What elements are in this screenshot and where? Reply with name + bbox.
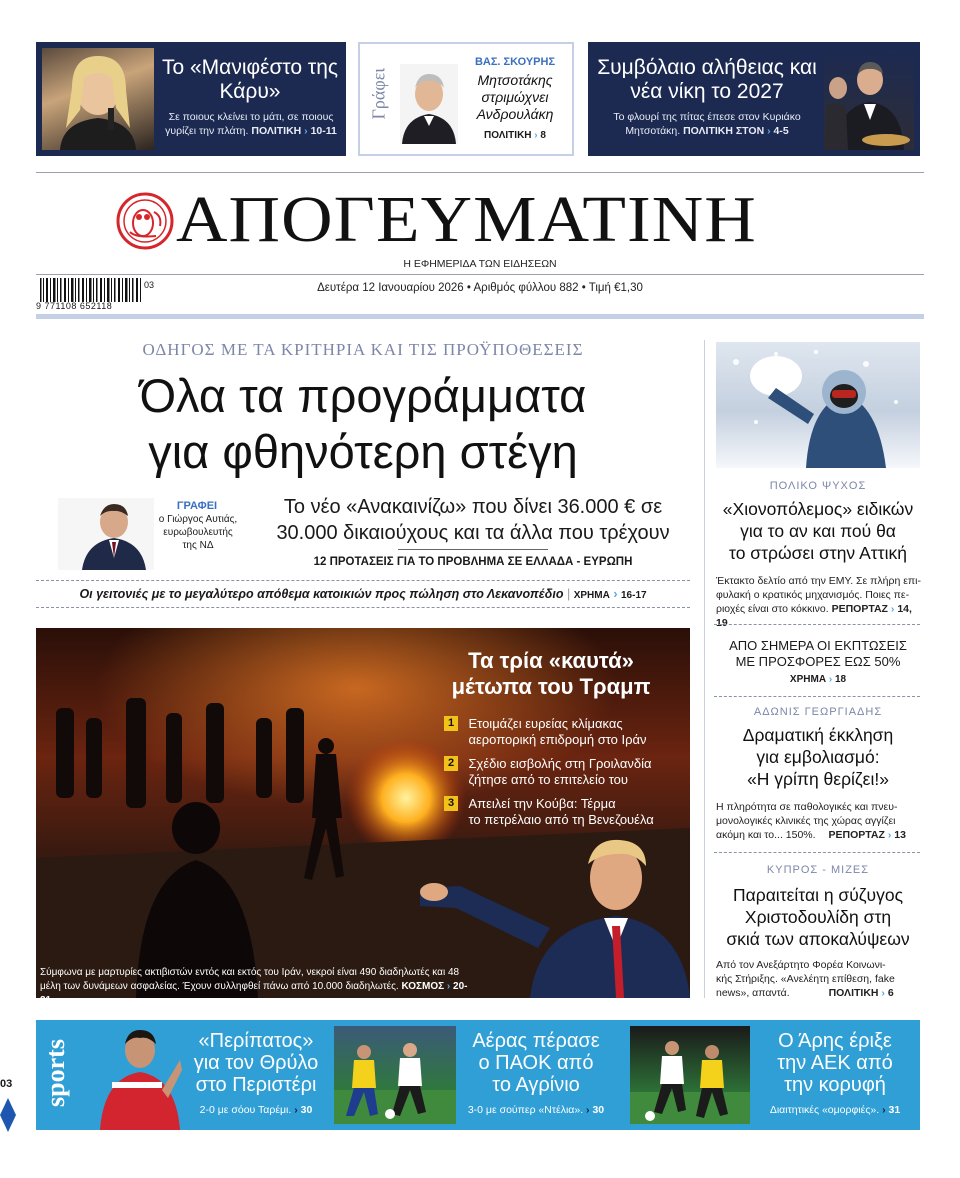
teaser-right[interactable] <box>588 42 920 156</box>
cyprus-body-3-wrap <box>716 986 922 1000</box>
chevron-right-icon: › <box>446 981 451 992</box>
teaser-center-photo <box>400 64 458 144</box>
snow-body-1: Έκτακτο δελτίο από την ΕΜΥ. Σε πλήρη επι- <box>716 575 921 587</box>
sports-photo-1 <box>92 1020 182 1130</box>
cyprus-headline-3: σκιά των αποκαλύψεων <box>726 929 910 949</box>
teaser-left-sub <box>160 110 342 138</box>
teaser-center-label: Γράφει <box>368 67 389 120</box>
chevron-right-icon: › <box>767 125 771 137</box>
teaser-right-pages: 4-5 <box>773 125 789 137</box>
masthead-blue-rule <box>36 314 924 319</box>
cyprus-body-3: news», απαντά. <box>716 987 790 999</box>
right-separator <box>714 624 920 625</box>
trump-item-3-line-1: Απειλεί την Κούβα: Τέρμα <box>468 796 616 811</box>
sales-ref-line <box>716 674 920 685</box>
sports-2-title-1: Αέρας πέρασε <box>472 1030 600 1052</box>
teaser-right-sub-text: Το φλουρί της πίτας έπεσε στον Κυριάκο Μητσοτάκη. <box>613 111 801 137</box>
man-portrait-icon <box>400 64 458 144</box>
barcode-number: 9 771108 652118 <box>36 301 113 311</box>
sports-3-title-2: την ΑΕΚ από <box>777 1052 893 1074</box>
side-page-number: 03 <box>0 1078 13 1090</box>
trump-item-2-line-1: Σχέδιο εισβολής στη Γροιλανδία <box>468 756 652 771</box>
flu-pages: 13 <box>894 829 906 841</box>
cyprus-pages: 6 <box>887 987 894 999</box>
football-match-icon <box>630 1026 750 1124</box>
sports-2-sub-line <box>456 1104 616 1116</box>
column-divider <box>704 340 705 998</box>
trump-item-1-line-1: Ετοιμάζει ευρείας κλίμακας <box>468 716 623 731</box>
flu-body-3: ακόμη και το... 150%. <box>716 829 816 841</box>
masthead-title: ΑΠΟΓΕΥΜΑΤΙΝΗ <box>176 183 757 256</box>
trump-headline-line-2: μέτωπα του Τραμπ <box>451 674 651 699</box>
barcode <box>36 278 156 312</box>
flu-body-2: μονολογικές κλινικές της χώρας αγγίζει <box>716 815 896 827</box>
lead-headline-line-1: Όλα τα προγράμματα <box>139 369 587 422</box>
riot-caption-pages: 20-21 <box>40 981 468 1006</box>
masthead-tagline: Η ΕΦΗΜΕΡΙΔΑ ΤΩΝ ΕΙΔΗΣΕΩΝ <box>403 258 557 270</box>
lead-deck-line-1: Το νέο «Ανακαινίζω» που δίνει 36.000 € σε <box>283 496 663 518</box>
cyprus-ref: ΠΟΛΙΤΙΚΗ <box>828 987 879 999</box>
writer-role-1: ευρωβουλευτής <box>163 527 233 538</box>
sports-1-pages: 30 <box>300 1104 313 1116</box>
snow-body-3: ριοχές είναι στο κόκκινο. <box>716 603 829 615</box>
men-cutting-pie-icon <box>824 48 914 150</box>
lead-headline-line-2: για φθηνότερη στέγη <box>148 425 578 478</box>
sports-1-title-2: για τον Θρύλο <box>193 1052 319 1074</box>
trump-item-1 <box>444 716 684 748</box>
diamond-icon <box>0 1098 16 1132</box>
deck-divider <box>398 549 548 550</box>
trump-headline-line-1: Τα τρία «καυτά» <box>468 648 634 673</box>
sports-3-title-3: την κορυφή <box>784 1074 886 1096</box>
teaser-left-sub-text: Σε ποιους κλείνει το μάτι, σε ποιους γυρίζει την πλάτη. <box>165 111 334 137</box>
sports-1-title-3: στο Περιστέρι <box>195 1074 317 1096</box>
sports-3-title-1: Ο Άρης έριξε <box>778 1030 892 1052</box>
teaser-center-ref-line <box>460 130 570 141</box>
barcode-issue: 03 <box>144 280 155 290</box>
chevron-right-icon: › <box>534 130 538 141</box>
riot-caption-ref: ΚΟΣΜΟΣ <box>401 981 445 992</box>
chevron-right-icon: › <box>890 603 895 615</box>
chevron-right-icon: › <box>613 587 618 601</box>
right-separator <box>714 696 920 697</box>
writer-label: ΓΡΑΦΕΙ <box>176 500 218 512</box>
sports-bar <box>36 1020 920 1130</box>
flu-headline-2: για εμβολιασμό: <box>756 747 880 767</box>
sports-label: sports <box>41 1039 70 1107</box>
teaser-right-ref: ΠΟΛΙΤΙΚΗ ΣΤΟΝ <box>683 125 765 137</box>
sports-2-title-2: ο ΠΑΟΚ από <box>478 1052 594 1074</box>
snow-body <box>716 574 922 630</box>
sports-2-title-3: το Αγρίνιο <box>492 1074 580 1096</box>
trump-item-3-line-2: το πετρέλαιο από τη Βενεζουέλα <box>468 812 654 827</box>
flu-body-1: Η πληρότητα σε παθολογικές και πνευ- <box>716 801 898 813</box>
teaser-right-title: Συμβόλαιο αλήθειας και νέα νίκη το 2027 <box>597 56 817 103</box>
teaser-center-title: Μητσοτάκης στριμώχνει Ανδρουλάκη <box>476 72 554 122</box>
cyprus-kicker: ΚΥΠΡΟΣ - ΜΙΖΕΣ <box>766 864 870 876</box>
sports-photo-2 <box>334 1026 456 1124</box>
strip-divider: | <box>566 587 571 601</box>
chevron-right-icon: › <box>828 674 833 685</box>
teaser-center-author: ΒΑΣ. ΣΚΟΥΡΗΣ <box>474 56 556 68</box>
masthead-bottom-rule <box>36 274 924 275</box>
lead-strip-pages: 16-17 <box>620 590 647 601</box>
lead-proposals: 12 ΠΡΟΤΑΣΕΙΣ ΓΙΑ ΤΟ ΠΡΟΒΛΗΜΑ ΣΕ ΕΛΛΑΔΑ - ΕΥΡΩΠΗ <box>313 556 633 568</box>
number-badge: 1 <box>444 716 458 731</box>
lead-strip-text: Οι γειτονιές με το μεγαλύτερο απόθεμα κατοικιών προς πώληση στο Λεκανοπέδιο <box>79 587 564 601</box>
dateline: Δευτέρα 12 Ιανουαρίου 2026 • Αριθμός φύλλου 882 • Τιμή €1,30 <box>317 282 643 294</box>
trump-item-2-line-2: ζήτησε από το επιτελείο του <box>468 772 628 787</box>
owl-logo-icon <box>116 192 174 250</box>
masthead-top-rule <box>36 172 924 173</box>
snow-body-3-wrap <box>716 602 922 630</box>
snow-photo <box>716 342 920 468</box>
sales-ref: ΧΡΗΜΑ <box>789 674 827 685</box>
teaser-left-pages: 10-11 <box>310 125 337 137</box>
snow-ref: ΡΕΠΟΡΤΑΖ <box>831 603 888 615</box>
snow-body-2: φυλακή ο κρατικός μηχανισμός. Ποιες πε- <box>716 589 910 601</box>
flu-headline-3: «Η γρίπη θερίζει!» <box>747 769 889 789</box>
trump-item-2 <box>444 756 684 788</box>
flu-body <box>716 800 922 842</box>
sales-pages: 18 <box>834 674 847 685</box>
sports-photo-3 <box>630 1026 750 1124</box>
lead-strip[interactable] <box>36 580 690 608</box>
teaser-center[interactable] <box>358 42 574 156</box>
writer-name: ο Γιώργος Αυτιάς, <box>158 514 238 525</box>
chevron-right-icon: › <box>881 987 885 999</box>
football-match-icon <box>334 1026 456 1124</box>
chevron-right-icon: › <box>887 829 892 841</box>
snow-headline-2: για το αν και πού θα <box>740 521 896 541</box>
writer-role-2: της ΝΔ <box>182 540 214 551</box>
sports-1-sub: 2-0 με σόου Ταρέμι. <box>199 1104 292 1116</box>
barcode-icon <box>36 278 156 302</box>
sports-1-title-1: «Περίπατος» <box>198 1030 314 1052</box>
riot-caption-line-2-wrap <box>40 980 472 1008</box>
lead-deck-line-2: 30.000 δικαιούχους και τα άλλα που τρέχουν <box>276 522 670 544</box>
cyprus-headline-1: Παραιτείται η σύζυγος <box>732 885 904 905</box>
teaser-center-pages: 8 <box>540 130 546 141</box>
chevron-right-icon: › <box>882 1104 886 1116</box>
sports-1-sub-line <box>182 1104 330 1116</box>
cyprus-body-2: κής Στήριξης. «Ανελέητη επίθεση, fake <box>716 973 895 985</box>
riot-caption-line-1: Σύμφωνα με μαρτυρίες ακτιβιστών εντός και εκτός του Ιράν, νεκροί είναι 490 διαδηλωτές και 48 <box>40 967 460 978</box>
sales-line-2: ΜΕ ΠΡΟΣΦΟΡΕΣ ΕΩΣ 50% <box>735 654 901 669</box>
snow-kicker: ΠΟΛΙΚΟ ΨΥΧΟΣ <box>769 480 867 492</box>
riot-caption <box>36 964 476 1010</box>
sports-3-sub: Διαιτητικές «ομορφιές». <box>769 1104 880 1116</box>
teaser-left-ref: ΠΟΛΙΤΙΚΗ <box>251 125 302 137</box>
chevron-right-icon: › <box>304 125 308 137</box>
cyprus-body <box>716 958 922 1000</box>
sports-2-pages: 30 <box>592 1104 605 1116</box>
sports-3-pages: 31 <box>888 1104 901 1116</box>
riot-caption-line-2: μέλη των δυνάμεων ασφαλείας. Έχουν συλληφθεί πάνω από 10.000 διαδηλωτές. <box>40 981 399 992</box>
flu-headline-1: Δραματική έκκληση <box>742 725 894 745</box>
man-portrait-icon <box>58 498 154 570</box>
sports-3-sub-line <box>752 1104 918 1116</box>
trump-item-3 <box>444 796 684 828</box>
sports-2-sub: 3-0 με σούπερ «Ντέλια». <box>467 1104 584 1116</box>
woman-portrait-icon <box>42 48 154 150</box>
cyprus-headline-2: Χριστοδουλίδη στη <box>744 907 892 927</box>
lead-strip-ref: ΧΡΗΜΑ <box>573 590 610 601</box>
snow-pages: 14, 19 <box>716 603 912 629</box>
flu-ref: ΡΕΠΟΡΤΑΖ <box>828 829 885 841</box>
flu-body-3-wrap <box>716 828 922 842</box>
trump-item-1-line-2: αεροπορική επιδρομή στο Ιράν <box>468 732 647 747</box>
flu-kicker: ΑΔΩΝΙΣ ΓΕΩΡΓΙΑΔΗΣ <box>753 706 883 718</box>
teaser-left[interactable] <box>36 42 346 156</box>
person-in-snow-icon <box>716 342 920 468</box>
writer-photo <box>58 498 154 570</box>
snow-headline-1: «Χιονοπόλεμος» ειδικών <box>722 499 914 519</box>
number-badge: 3 <box>444 796 458 811</box>
right-separator <box>714 852 920 853</box>
teaser-left-photo <box>42 48 154 150</box>
cyprus-body-1: Από τον Ανεξάρτητο Φορέα Κοινωνι- <box>716 959 886 971</box>
lead-kicker: ΟΔΗΓΟΣ ΜΕ ΤΑ ΚΡΙΤΗΡΙΑ ΚΑΙ ΤΙΣ ΠΡΟΫΠΟΘΕΣΕΙΣ <box>142 340 584 359</box>
snow-headline-3: το στρώσει στην Αττική <box>729 543 907 563</box>
sales-line-1: ΑΠΟ ΣΗΜΕΡΑ ΟΙ ΕΚΠΤΩΣΕΙΣ <box>729 638 907 653</box>
number-badge: 2 <box>444 756 458 771</box>
teaser-right-sub <box>596 110 818 138</box>
teaser-center-ref: ΠΟΛΙΤΙΚΗ <box>484 130 532 141</box>
chevron-right-icon: › <box>586 1104 590 1116</box>
teaser-right-photo <box>824 48 914 150</box>
chevron-right-icon: › <box>294 1104 298 1116</box>
teaser-left-title: Το «Μανιφέστο της Κάρυ» <box>161 56 339 103</box>
footballer-celebrating-icon <box>92 1020 182 1130</box>
